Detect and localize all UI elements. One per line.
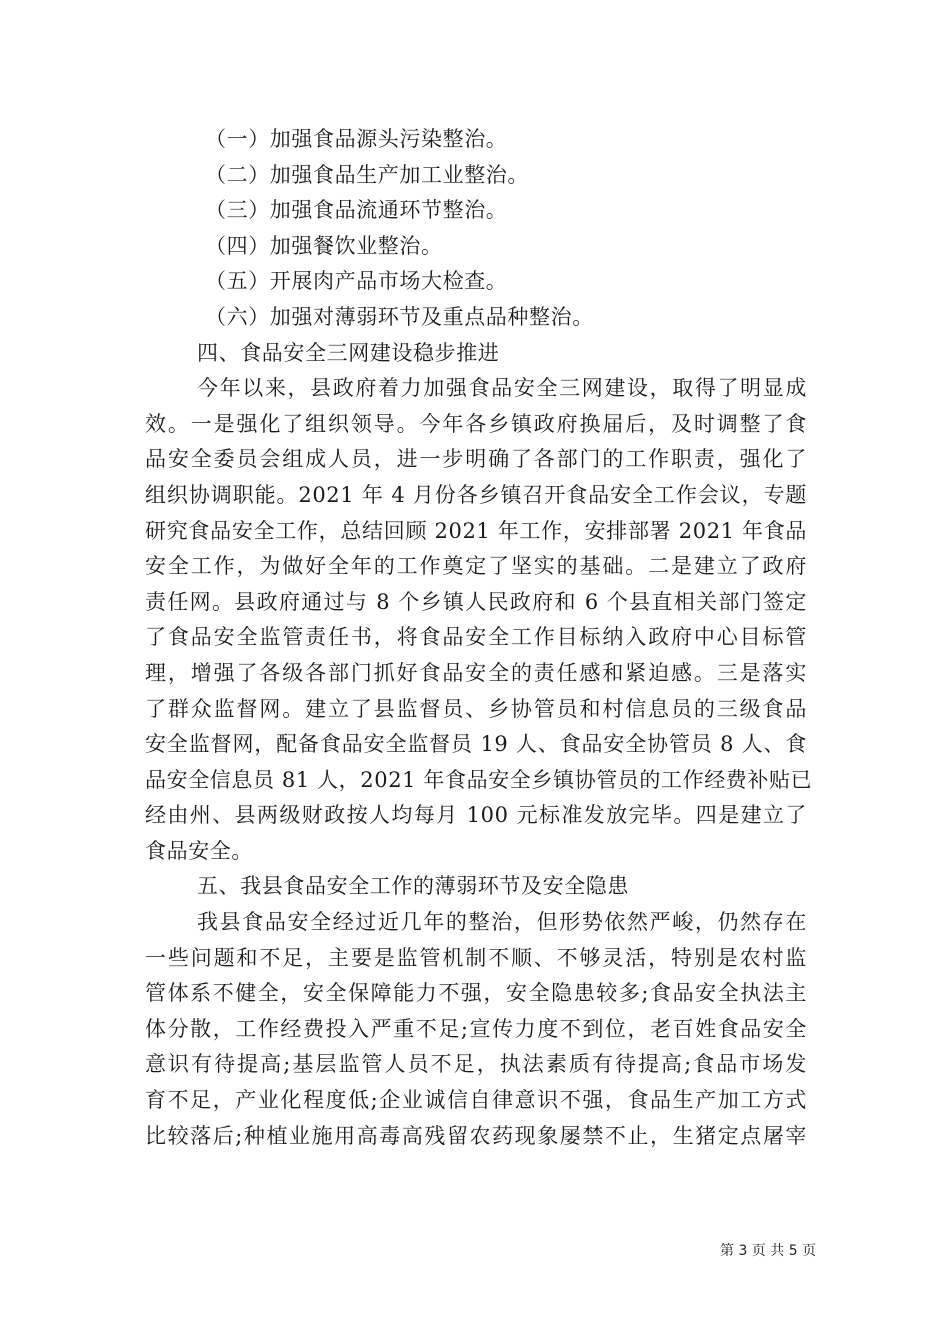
section-heading-5: 五、我县食品安全工作的薄弱环节及安全隐患 xyxy=(197,874,629,899)
paragraph-line: 安全工作，为做好全年的工作奠定了坚实的基础。二是建立了政府 xyxy=(145,554,807,579)
section-heading-4: 四、食品安全三网建设稳步推进 xyxy=(197,340,500,365)
paragraph-line: 安全监督网，配备食品安全监督员 19 人、食品安全协管员 8 人、食 xyxy=(145,732,807,757)
paragraph-line: 育不足，产业化程度低;企业诚信自律意识不强，食品生产加工方式 xyxy=(145,1088,807,1113)
paragraph-line: 品安全信息员 81 人，2021 年食品安全乡镇协管员的工作经费补贴已 xyxy=(145,767,813,792)
paragraph-line: 体分散，工作经费投入严重不足;宣传力度不到位，老百姓食品安全 xyxy=(145,1016,807,1041)
paragraph-line: 今年以来，县政府着力加强食品安全三网建设，取得了明显成 xyxy=(197,376,807,401)
paragraph-line: 意识有待提高;基层监管人员不足，执法素质有待提高;食品市场发 xyxy=(145,1052,807,1077)
list-item: （一）加强食品源头污染整治。 xyxy=(205,127,508,151)
list-item: （五）开展肉产品市场大检查。 xyxy=(205,269,508,294)
paragraph-line: 理，增强了各级各部门抓好食品安全的责任感和紧迫感。三是落实 xyxy=(145,660,807,685)
document-page xyxy=(145,122,813,1154)
list-item: （四）加强餐饮业整治。 xyxy=(205,233,443,258)
paragraph-line: 研究食品安全工作，总结回顾 2021 年工作，安排部署 2021 年食品 xyxy=(145,518,807,543)
list-item: （二）加强食品生产加工业整治。 xyxy=(205,162,529,187)
list-item: （六）加强对薄弱环节及重点品种整治。 xyxy=(205,304,594,329)
paragraph-line: 我县食品安全经过近几年的整治，但形势依然严峻，仍然存在 xyxy=(197,910,807,935)
paragraph-line: 一些问题和不足，主要是监管机制不顺、不够灵活，特别是农村监 xyxy=(145,945,807,970)
list-item: （三）加强食品流通环节整治。 xyxy=(205,198,508,223)
page-indicator: 第 3 页 共 5 页 xyxy=(720,1243,817,1259)
paragraph-line: 食品安全。 xyxy=(145,838,253,863)
paragraph-line: 品安全委员会组成人员，进一步明确了各部门的工作职责，强化了 xyxy=(145,447,807,472)
paragraph-line: 组织协调职能。2021 年 4 月份各乡镇召开食品安全工作会议，专题 xyxy=(145,482,807,507)
paragraph-line: 责任网。县政府通过与 8 个乡镇人民政府和 6 个县直相关部门签定 xyxy=(145,589,807,614)
paragraph-line: 了食品安全监管责任书，将食品安全工作目标纳入政府中心目标管 xyxy=(145,625,807,650)
paragraph-line: 了群众监督网。建立了县监督员、乡协管员和村信息员的三级食品 xyxy=(145,696,807,721)
paragraph-line: 效。一是强化了组织领导。今年各乡镇政府换届后，及时调整了食 xyxy=(145,411,807,436)
paragraph-line: 经由州、县两级财政按人均每月 100 元标准发放完毕。四是建立了 xyxy=(145,803,807,828)
paragraph-line: 管体系不健全，安全保障能力不强，安全隐患较多;食品安全执法主 xyxy=(145,981,807,1006)
paragraph-line: 比较落后;种植业施用高毒高残留农药现象屡禁不止，生猪定点屠宰 xyxy=(145,1123,807,1148)
